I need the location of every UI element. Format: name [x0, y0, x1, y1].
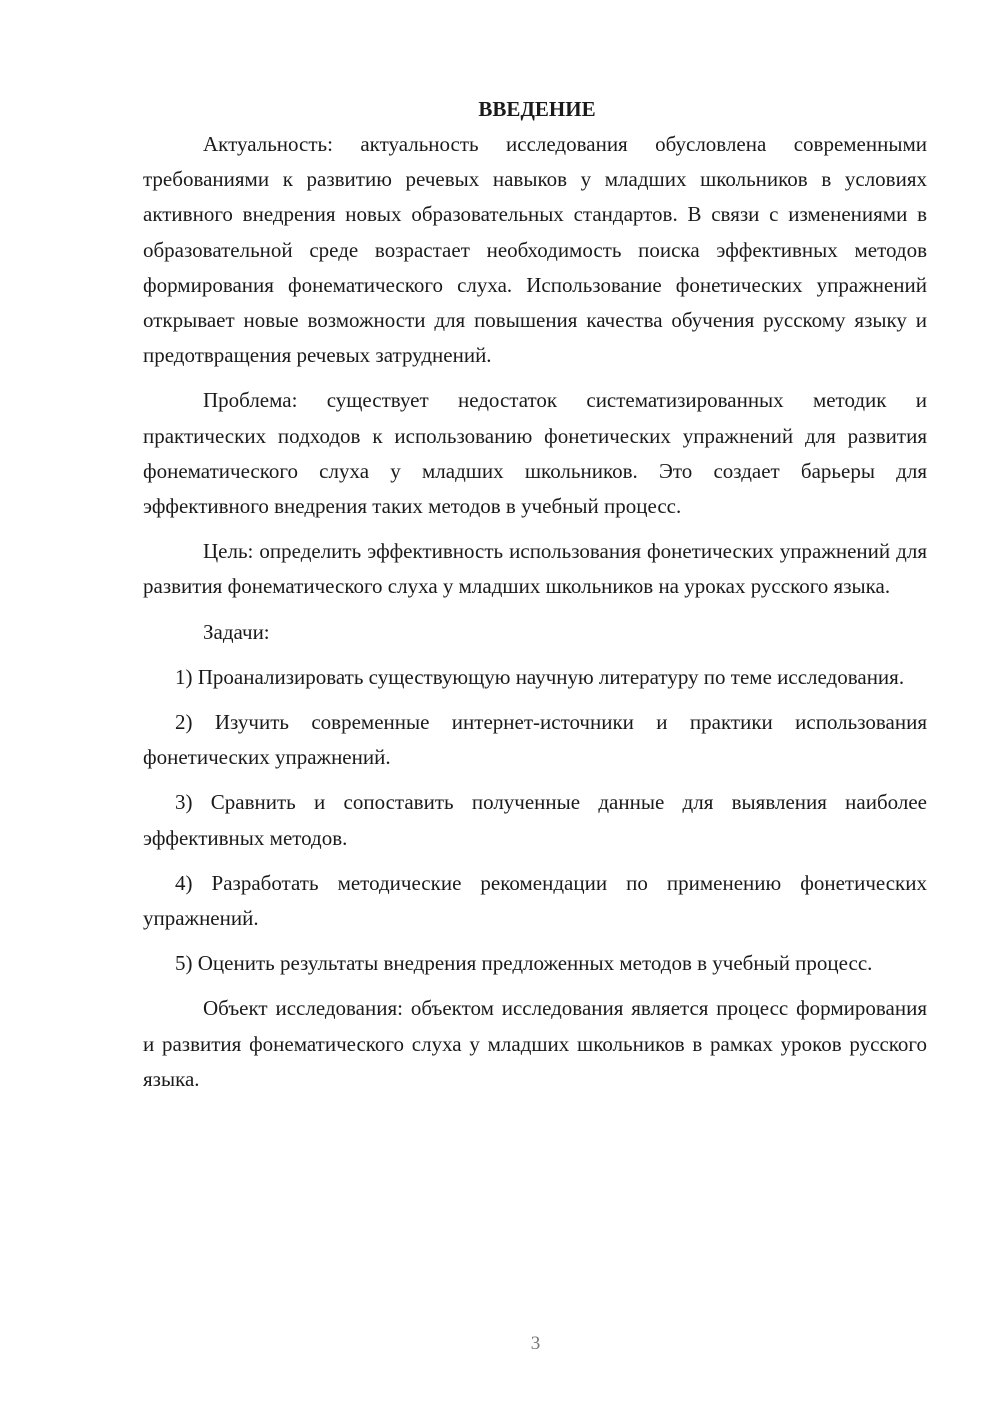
relevance-paragraph: Актуальность: актуальность исследования обусловлена современными требованиями к развитию речевых навыков у младших школьников в условиях активного внедрения новых образовательных стандартов. В связи с изменениями в образовательной среде возрастает необходимость поиска эффективных методов формирования фонематического слуха. Использование фонетических упражнений открывает новые возможности для повышения качества обучения русскому языку и предотвращения речевых затруднений.: [143, 132, 927, 368]
task-item-2: 2) Изучить современные интернет-источники и практики использования фонетических упражнений.: [143, 710, 927, 770]
task-item-5: 5) Оценить результаты внедрения предложенных методов в учебный процесс.: [175, 951, 873, 976]
section-title: ВВЕДЕНИЕ: [478, 97, 596, 121]
document-body: [143, 92, 927, 1107]
task-item-1: 1) Проанализировать существующую научную литературу по теме исследования.: [175, 664, 905, 689]
task-item-4: 4) Разработать методические рекомендации по применению фонетических упражнений.: [143, 870, 927, 931]
task-item-3: 3) Сравнить и сопоставить полученные данные для выявления наиболее эффективных методов.: [143, 790, 927, 850]
page-number: 3: [530, 1333, 541, 1354]
goal-paragraph: Цель: определить эффективность использования фонетических упражнений для развития фонематического слуха у младших школьников на уроках русского языка.: [143, 539, 927, 599]
tasks-heading: Задачи:: [203, 619, 270, 644]
object-paragraph: Объект исследования: объектом исследования является процесс формирования и развития фонематического слуха у младших школьников в рамках уроков русского языка.: [143, 996, 927, 1091]
problem-paragraph: Проблема: существует недостаток систематизированных методик и практических подходов к использованию фонетических упражнений для развития фонематического слуха у младших школьников. Это создает барьеры для эффективного внедрения таких методов в учебный процесс.: [143, 388, 927, 519]
